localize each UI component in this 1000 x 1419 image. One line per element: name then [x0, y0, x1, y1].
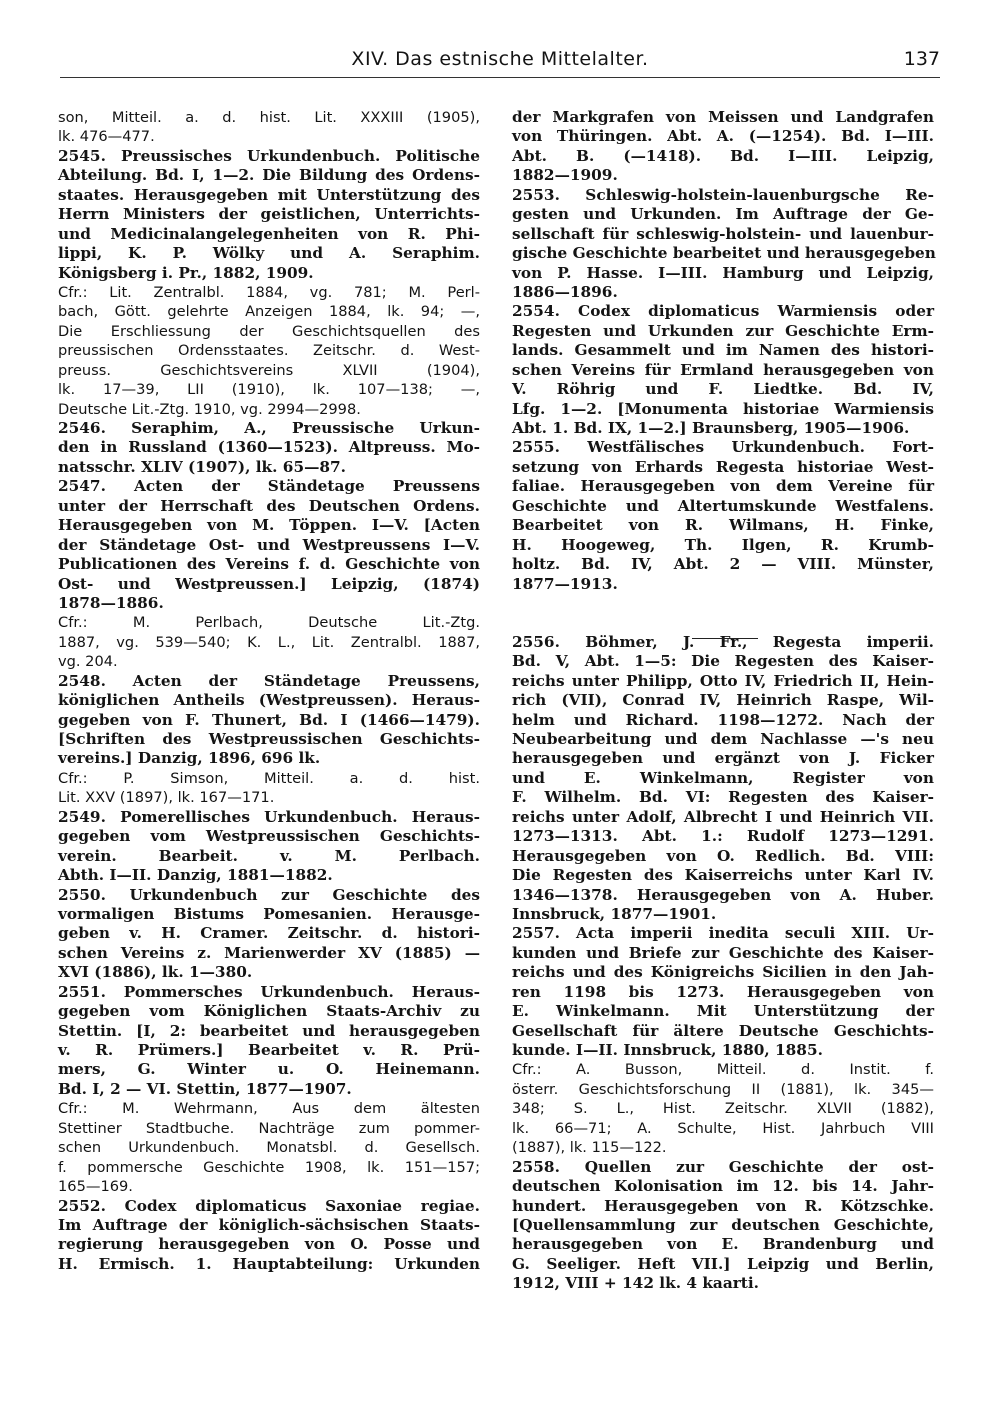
text-line: preuss. Geschichtsvereins XLVII (1904), — [58, 361, 480, 379]
text-line: und E. Winkelmann, Register von — [512, 768, 934, 787]
text-line: F. Wilhelm. Bd. VI: Regesten des Kaiser- — [512, 788, 934, 807]
text-line: [Schriften des Westpreussischen Geschichts- — [58, 730, 480, 748]
text-line: Abth. I—II. Danzig, 1881—1882. — [58, 866, 333, 885]
text-line: mers, G. Winter u. O. Heinemann. — [58, 1060, 480, 1079]
text-line: deutschen Kolonisation im 12. bis 14. Jahr- — [512, 1177, 934, 1196]
text-line: herausgegeben und ergänzt von J. Ficker — [512, 749, 934, 768]
text-line: v. R. Prümers.] Bearbeitet v. R. Prü- — [58, 1041, 480, 1059]
text-line: gische Geschichte bearbeitet und herausgegeben — [512, 244, 936, 263]
text-line: Geschichte und Altertumskunde Westfalens. — [512, 496, 934, 515]
text-line: königlichen Antheils (Westpreussen). Heraus- — [58, 691, 480, 710]
text-line: reichs und des Königreichs Sicilien in den Jah- — [512, 963, 934, 982]
text-line: Bd. V, Abt. 1—5: Die Regesten des Kaiser- — [512, 652, 934, 671]
text-line: Bd. I, 2 — VI. Stettin, 1877—1907. — [58, 1079, 352, 1098]
text-line: 1882—1909. — [512, 166, 618, 185]
text-line: hundert. Herausgegeben von R. Kötzschke. — [512, 1196, 934, 1215]
text-line: lk. 476—477. — [58, 128, 155, 146]
text-line: Stettin. [I, 2: bearbeitet und herausgegeben — [58, 1021, 480, 1040]
text-line: V. Röhrig und F. Liedtke. Bd. IV, — [512, 380, 934, 399]
text-line: 2545. Preussisches Urkundenbuch. Politische — [58, 146, 480, 165]
text-line: lk. 66—71; A. Schulte, Hist. Jahrbuch VIII — [512, 1119, 934, 1137]
running-header — [60, 44, 940, 80]
text-line: E. Winkelmann. Mit Unterstützung der — [512, 1002, 934, 1021]
text-line: Publicationen des Vereins f. d. Geschichte von — [58, 555, 480, 574]
text-line: Herausgegeben von O. Redlich. Bd. VIII: — [512, 846, 934, 865]
text-line: H. Hoogeweg, Th. Ilgen, R. Krumb- — [512, 535, 934, 554]
text-line: Im Auftrage der königlich-sächsischen Staats- — [58, 1215, 480, 1234]
text-line: verein. Bearbeit. v. M. Perlbach. — [58, 846, 480, 865]
text-line: Cfr.: M. Wehrmann, Aus dem ältesten — [58, 1100, 480, 1118]
text-line: natsschr. XLIV (1907), lk. 65—87. — [58, 457, 346, 476]
text-line: (1887), lk. 115—122. — [512, 1139, 667, 1157]
text-line: 2547. Acten der Ständetage Preussens — [58, 477, 480, 496]
text-line: reichs unter Adolf, Albrecht I und Heinrich VII. — [512, 807, 934, 826]
text-line: Abt. 1. Bd. IX, 1—2.] Braunsberg, 1905—1906. — [512, 419, 910, 437]
text-line: Bearbeitet von R. Wilmans, H. Finke, — [512, 516, 934, 535]
text-line: schen Urkundenbuch. Monatsbl. d. Gesellsch. — [58, 1139, 480, 1157]
text-line: 2552. Codex diplomaticus Saxoniae regiae. — [58, 1196, 480, 1215]
text-line: Stettiner Stadtbuche. Nachträge zum pommer- — [58, 1119, 480, 1137]
text-line: herausgegeben von E. Brandenburg und — [512, 1235, 934, 1254]
text-line: 2549. Pomerellisches Urkundenbuch. Heraus- — [58, 807, 480, 826]
text-line: preussischen Ordensstaates. Zeitschr. d. West- — [58, 342, 480, 360]
text-line: Regesten und Urkunden zur Geschichte Erm- — [512, 321, 934, 340]
text-line: Abteilung. Bd. I, 1—2. Die Bildung des Ordens- — [58, 166, 480, 185]
text-line: holtz. Bd. IV, Abt. 2 — VIII. Münster, — [512, 555, 934, 574]
text-line: lk. 17—39, LII (1910), lk. 107—138; —, — [58, 381, 480, 399]
text-line: 2551. Pommersches Urkundenbuch. Heraus- — [58, 982, 480, 1001]
text-line: 2555. Westfälisches Urkundenbuch. Fort- — [512, 438, 934, 457]
text-line: lippi, K. P. Wölky und A. Seraphim. — [58, 244, 480, 263]
text-line: gesten und Urkunden. Im Auftrage der Ge- — [512, 205, 934, 224]
text-line: Königsberg i. Pr., 1882, 1909. — [58, 263, 314, 282]
text-line: [Quellensammlung zur deutschen Geschichte, — [512, 1215, 934, 1234]
text-line: der Ständetage Ost- und Westpreussens I—V. — [58, 535, 480, 554]
blank-line — [512, 613, 934, 632]
text-line: f. pommersche Geschichte 1908, lk. 151—157; — [58, 1158, 480, 1176]
text-line: Deutsche Lit.-Ztg. 1910, vg. 2994—2998. — [58, 400, 361, 418]
text-line: G. Seeliger. Heft VII.] Leipzig und Berlin, — [512, 1254, 934, 1273]
text-line: XVI (1886), lk. 1—380. — [58, 963, 253, 982]
text-line: 2558. Quellen zur Geschichte der ost- — [512, 1157, 934, 1176]
text-line: gegeben vom Westpreussischen Geschichts- — [58, 827, 480, 846]
text-line: 1273—1313. Abt. 1.: Rudolf 1273—1291. — [512, 827, 934, 846]
text-line: 2546. Seraphim, A., Preussische Urkun- — [58, 419, 480, 437]
text-line: kunden und Briefe zur Geschichte des Kaiser- — [512, 943, 934, 962]
text-line: unter der Herrschaft des Deutschen Ordens. — [58, 496, 480, 515]
text-line: geben v. H. Cramer. Zeitschr. d. histori- — [58, 924, 480, 943]
text-line: Lit. XXV (1897), lk. 167—171. — [58, 789, 275, 807]
text-line: schen Vereins für Ermland herausgegeben von — [512, 360, 934, 379]
text-line: vg. 204. — [58, 653, 118, 671]
text-line: regierung herausgegeben von O. Posse und — [58, 1235, 480, 1254]
text-line: H. Ermisch. 1. Hauptabteilung: Urkunden — [58, 1254, 480, 1273]
right-column — [512, 108, 934, 1294]
text-line: Die Regesten des Kaiserreichs unter Karl IV. — [512, 866, 934, 885]
text-line: Neubearbeitung und dem Nachlasse —'s neu — [512, 730, 934, 748]
text-line: Cfr.: Lit. Zentralbl. 1884, vg. 781; M. Perl- — [58, 283, 480, 301]
text-line: 1877—1913. — [512, 574, 618, 593]
text-line: 165—169. — [58, 1178, 133, 1196]
text-line: kunde. I—II. Innsbruck, 1880, 1885. — [512, 1041, 823, 1059]
text-line: 1878—1886. — [58, 593, 164, 612]
text-line: 2550. Urkundenbuch zur Geschichte des — [58, 885, 480, 904]
text-line: Gesellschaft für ältere Deutsche Geschichts- — [512, 1021, 934, 1040]
text-line: 2557. Acta imperii inedita seculi XIII. Ur- — [512, 924, 934, 943]
text-line: Lfg. 1—2. [Monumenta historiae Warmiensis — [512, 399, 934, 418]
text-line: vereins.] Danzig, 1896, 696 lk. — [58, 749, 321, 768]
text-line: Die Erschliessung der Geschichtsquellen des — [58, 322, 480, 340]
text-line: helm und Richard. 1198—1272. Nach der — [512, 710, 934, 729]
text-line: 1886—1896. — [512, 282, 618, 301]
text-line: 1912, VIII + 142 lk. 4 kaarti. — [512, 1274, 759, 1293]
text-line: lands. Gesammelt und im Namen des histori- — [512, 341, 934, 360]
text-line: 2553. Schleswig-holstein-lauenburgsche Re- — [512, 185, 934, 204]
text-line: son, Mitteil. a. d. hist. Lit. XXXIII (1905), — [58, 109, 480, 126]
text-line: rich (VII), Conrad IV, Heinrich Raspe, Wil- — [512, 691, 934, 710]
text-line: 2554. Codex diplomaticus Warmiensis oder — [512, 302, 934, 321]
text-line: der Markgrafen von Meissen und Landgrafen — [512, 108, 934, 126]
text-line: faliae. Herausgegeben von dem Vereine für — [512, 477, 934, 496]
text-line: schen Vereins z. Marienwerder XV (1885) — — [58, 943, 480, 962]
text-line: von P. Hasse. I—III. Hamburg und Leipzig, — [512, 263, 934, 282]
text-line: Abt. B. (—1418). Bd. I—III. Leipzig, — [512, 146, 934, 165]
text-line: Cfr.: M. Perlbach, Deutsche Lit.-Ztg. — [58, 614, 480, 632]
text-line: Herrn Ministers der geistlichen, Unterrichts- — [58, 205, 480, 224]
text-line: Cfr.: A. Busson, Mitteil. d. Instit. f. — [512, 1061, 934, 1079]
text-line: vormaligen Bistums Pomesanien. Herausge- — [58, 904, 480, 923]
running-title: XIV. Das estnische Mittelalter. — [351, 48, 649, 70]
text-line: sellschaft für schleswig-holstein- und lauenbur- — [512, 224, 934, 243]
text-line: 1887, vg. 539—540; K. L., Lit. Zentralbl. 1887, — [58, 633, 480, 651]
text-line: gegeben vom Königlichen Staats-Archiv zu — [58, 1002, 480, 1021]
text-line: und Medicinalangelegenheiten von R. Phi- — [58, 224, 480, 243]
text-line: setzung von Erhards Regesta historiae West- — [512, 457, 934, 476]
page-number: 137 — [903, 48, 940, 70]
text-line: reichs unter Philipp, Otto IV, Friedrich II, Hein- — [512, 671, 934, 690]
text-line: bach, Gött. gelehrte Anzeigen 1884, lk. 94; —, — [58, 303, 480, 321]
text-line: den in Russland (1360—1523). Altpreuss. Mo- — [58, 438, 480, 457]
text-line: 348; S. L., Hist. Zeitschr. XLVII (1882), — [512, 1100, 934, 1118]
text-line: von Thüringen. Abt. A. (—1254). Bd. I—III. — [512, 127, 934, 146]
text-line: 2556. Böhmer, J. Fr., Regesta imperii. — [512, 632, 934, 651]
text-line: österr. Geschichtsforschung II (1881), lk. 345— — [512, 1080, 934, 1098]
left-column — [58, 108, 480, 1274]
text-line: 2548. Acten der Ständetage Preussens, — [58, 671, 480, 690]
text-line: Herausgegeben von M. Töppen. I—V. [Acten — [58, 516, 480, 535]
text-line: staates. Herausgegeben mit Unterstützung des — [58, 185, 480, 204]
text-line: Cfr.: P. Simson, Mitteil. a. d. hist. — [58, 769, 480, 787]
text-line: ren 1198 bis 1273. Herausgegeben von — [512, 982, 934, 1001]
section-separator — [692, 638, 758, 639]
text-line: 1346—1378. Herausgegeben von A. Huber. — [512, 885, 934, 904]
header-rule — [60, 77, 940, 78]
text-line: Ost- und Westpreussen.] Leipzig, (1874) — [58, 574, 480, 593]
text-line: Innsbruck, 1877—1901. — [512, 904, 717, 923]
text-line: gegeben von F. Thunert, Bd. I (1466—1479). — [58, 710, 480, 729]
blank-line — [512, 594, 934, 613]
